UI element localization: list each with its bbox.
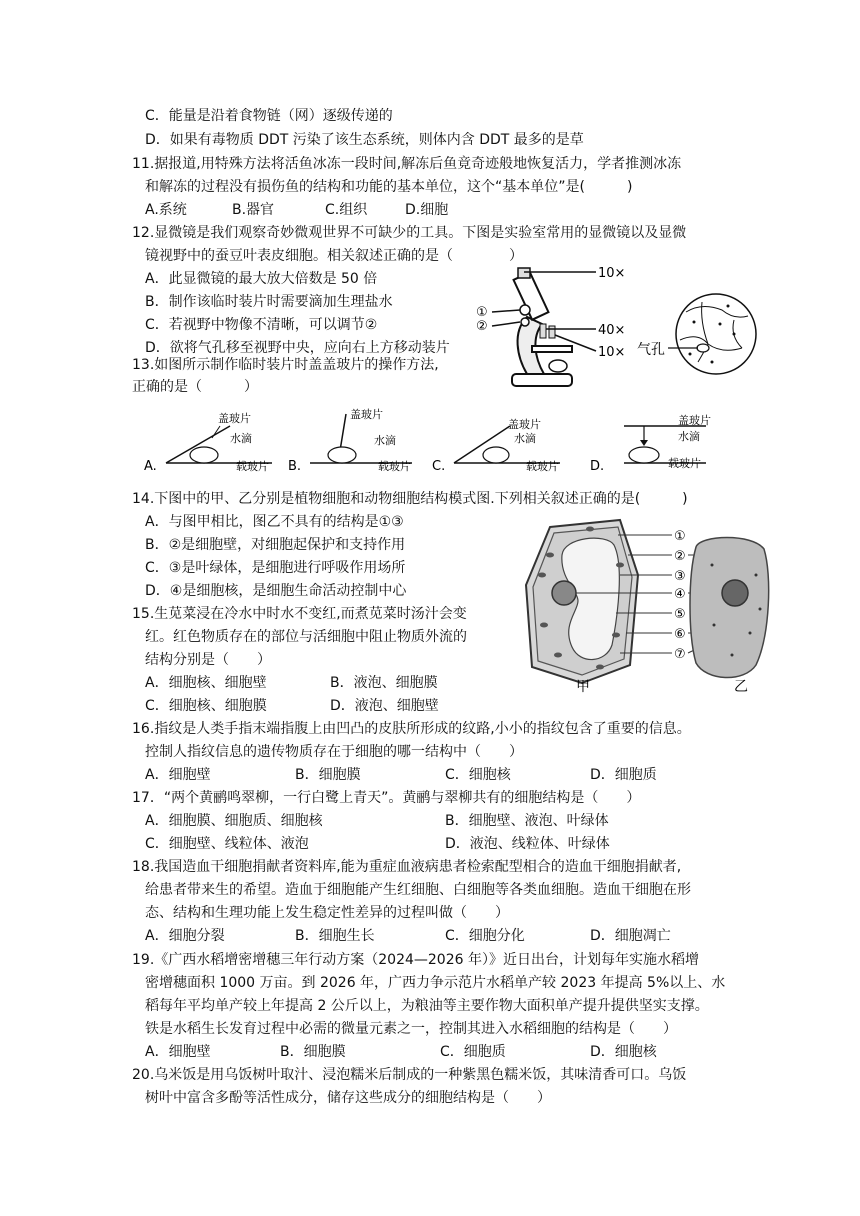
c-water-label: 水滴 <box>514 432 536 445</box>
q14-stem: 14.下图中的甲、乙分别是植物细胞和动物细胞结构模式图.下列相关叙述正确的是( ) <box>132 491 688 507</box>
q18-stem-line1: 18.我国造血干细胞捐献者资料库,能为重症血液病患者检索配型相合的造血干细胞捐献者, <box>132 859 682 875</box>
objective-10x <box>549 326 555 338</box>
q15-option-c: C．细胞核、细胞膜 <box>145 698 267 714</box>
cell-label-1: ① <box>674 529 686 544</box>
label-objective-40: 40× <box>598 323 626 338</box>
q15-stem-line1: 15.生苋菜浸在冷水中时水不变红,而煮苋菜时汤汁会变 <box>132 606 467 622</box>
q15-option-d: D．液泡、细胞壁 <box>330 698 439 714</box>
stoma <box>697 344 709 352</box>
d-water-label: 水滴 <box>678 430 700 443</box>
q11-stem-line1: 11.据报道,用特殊方法将活鱼冰冻一段时间,解冻后鱼竟奇迹般地恢复活力，学者推测冰冻 <box>132 156 682 172</box>
q14-option-b: B．②是细胞壁，对细胞起保护和支持作用 <box>145 537 406 553</box>
q19-stem-line4: 铁是水稻生长发育过程中必需的微量元素之一，控制其进入水稻细胞的结构是（ ） <box>145 1021 677 1037</box>
q18-option-d: D．细胞凋亡 <box>590 928 671 944</box>
q15-stem-line3: 结构分别是（ ） <box>145 652 271 668</box>
q10-option-d: D．如果有毒物质 DDT 污染了该生态系统，则体内含 DDT 最多的是草 <box>145 132 584 148</box>
q19-option-c: C．细胞质 <box>440 1044 506 1060</box>
q19-stem-line3: 稻每年平均单产较上年提高 2 公斤以上，为粮油等主要作物大面积单产提升提供坚实支撑。 <box>145 998 709 1014</box>
label-jia: 甲 <box>576 679 590 695</box>
q14-option-a: A．与图甲相比，图乙不具有的结构是①③ <box>145 514 404 530</box>
label-yi: 乙 <box>734 679 748 695</box>
q18-option-a: A．细胞分裂 <box>145 928 225 944</box>
option-b-letter: B. <box>288 459 302 474</box>
c-cover-label: 盖玻片 <box>508 418 541 431</box>
q19-option-b: B．细胞膜 <box>280 1044 346 1060</box>
label-eyepiece: 10× <box>598 266 626 281</box>
q19-option-a: A．细胞壁 <box>145 1044 211 1060</box>
q17-option-b: B．细胞壁、液泡、叶绿体 <box>445 813 609 829</box>
d-cover-label: 盖玻片 <box>678 414 711 427</box>
q19-stem-line2: 密增穗面积 1000 万亩。到 2026 年，广西力争示范片水稻单产较 2023 年提高 5%以上、水 <box>145 975 726 991</box>
microscope-figure <box>472 262 762 394</box>
q16-option-a: A．细胞壁 <box>145 767 211 783</box>
objective-40x <box>540 324 546 338</box>
label-circle-2: ② <box>476 319 488 334</box>
b-slide-label: 载玻片 <box>378 460 411 473</box>
q10-option-c: C．能量是沿着食物链（网）逐级传递的 <box>145 108 393 124</box>
q19-stem-line1: 19.《广西水稻增密增穗三年行动方案（2024—2026 年）》近日出台，计划每年实施水稻增 <box>132 952 699 968</box>
q12-option-b: B．制作该临时装片时需要滴加生理盐水 <box>145 294 393 310</box>
mirror <box>549 360 567 372</box>
field-of-view <box>676 294 756 374</box>
q12-option-a: A．此显微镜的最大放大倍数是 50 倍 <box>145 271 378 287</box>
q17-option-a: A．细胞膜、细胞质、细胞核 <box>145 813 323 829</box>
q18-option-b: B．细胞生长 <box>295 928 375 944</box>
a-cover-label: 盖玻片 <box>218 412 251 425</box>
q17-stem: 17．“两个黄鹂鸣翠柳，一行白鹭上青天”。黄鹂与翠柳共有的细胞结构是（ ） <box>132 790 641 806</box>
q16-option-d: D．细胞质 <box>590 767 657 783</box>
label-stoma: 气孔 <box>637 342 665 358</box>
q12-option-c: C．若视野中物像不清晰，可以调节② <box>145 317 378 333</box>
q11-stem-line2: 和解冻的过程没有损伤鱼的结构和功能的基本单位，这个“基本单位”是( ) <box>145 179 633 195</box>
q16-stem-line1: 16.指纹是人类手指末端指腹上由凹凸的皮肤所形成的纹路,小小的指纹包含了重要的信息。 <box>132 721 691 737</box>
cell-label-4: ④ <box>674 587 686 602</box>
option-d-letter: D. <box>590 459 605 474</box>
q13-stem-line1: 13.如图所示制作临时装片时盖盖玻片的操作方法, <box>132 357 439 373</box>
q14-option-c: C．③是叶绿体，是细胞进行呼吸作用场所 <box>145 560 406 576</box>
q12-stem-line2: 镜视野中的蚕豆叶表皮细胞。相关叙述正确的是（ ） <box>145 248 523 264</box>
q12-option-d: D．欲将气孔移至视野中央，应向右上方移动装片 <box>145 340 450 356</box>
cell-diagram-figure <box>520 515 770 697</box>
q18-option-c: C．细胞分化 <box>445 928 525 944</box>
cell-label-3: ③ <box>674 569 686 584</box>
eyepiece <box>518 268 530 278</box>
q15-option-a: A．细胞核、细胞壁 <box>145 675 267 691</box>
cell-label-7: ⑦ <box>674 647 686 662</box>
q16-option-c: C．细胞核 <box>445 767 511 783</box>
label-objective-10: 10× <box>598 345 626 360</box>
plant-nucleus <box>552 581 576 605</box>
q16-option-b: B．细胞膜 <box>295 767 361 783</box>
q17-option-d: D．液泡、线粒体、叶绿体 <box>445 836 610 852</box>
microscope-base <box>512 374 572 386</box>
microscope-tube <box>514 272 549 319</box>
stage <box>532 346 572 352</box>
coarse-knob <box>520 305 530 315</box>
q13-stem-line2: 正确的是（ ） <box>132 379 258 395</box>
q18-stem-line3: 态、结构和生理功能上发生稳定性差异的过程叫做（ ） <box>145 905 509 921</box>
q11-option-c: C.组织 <box>325 202 368 218</box>
q19-option-d: D．细胞核 <box>590 1044 657 1060</box>
q15-stem-line2: 红。红色物质存在的部位与活细胞中阻止物质外流的 <box>145 629 467 645</box>
q18-stem-line2: 给患者带来生的希望。造血于细胞能产生红细胞、白细胞等各类血细胞。造血干细胞在形 <box>145 882 691 898</box>
q20-stem-line1: 20.乌米饭是用乌饭树叶取汁、浸泡糯米后制成的一种紫黑色糯米饭，其味清香可口。乌饭 <box>132 1067 687 1083</box>
animal-cell <box>690 538 769 678</box>
b-cover-label: 盖玻片 <box>350 408 383 421</box>
q16-stem-line2: 控制人指纹信息的遗传物质存在于细胞的哪一结构中（ ） <box>145 744 523 760</box>
b-water-label: 水滴 <box>374 434 396 447</box>
q12-stem-line1: 12.显微镜是我们观察奇妙微观世界不可缺少的工具。下图是实验室常用的显微镜以及显微 <box>132 225 687 241</box>
c-slide-label: 载玻片 <box>526 460 559 473</box>
fine-knob <box>521 318 529 326</box>
cell-label-6: ⑥ <box>674 627 686 642</box>
q20-stem-line2: 树叶中富含多酚等活性成分，储存这些成分的细胞结构是（ ） <box>145 1090 551 1106</box>
cell-label-5: ⑤ <box>674 607 686 622</box>
option-a-letter: A. <box>144 459 157 474</box>
q14-option-d: D．④是细胞核，是细胞生命活动控制中心 <box>145 583 407 599</box>
q17-option-c: C．细胞壁、线粒体、液泡 <box>145 836 309 852</box>
a-water-label: 水滴 <box>230 432 252 445</box>
cell-label-2: ② <box>674 549 686 564</box>
d-slide-label: 载玻片 <box>668 457 701 470</box>
option-c-letter: C. <box>432 459 446 474</box>
animal-nucleus <box>722 580 748 606</box>
label-circle-1: ① <box>476 305 488 320</box>
q11-option-b: B.器官 <box>232 202 275 218</box>
coverslip-options-figure <box>140 408 740 474</box>
q15-option-b: B．液泡、细胞膜 <box>330 675 438 691</box>
q11-option-a: A.系统 <box>145 202 187 218</box>
q11-option-d: D.细胞 <box>405 202 449 218</box>
a-slide-label: 载玻片 <box>236 460 269 473</box>
